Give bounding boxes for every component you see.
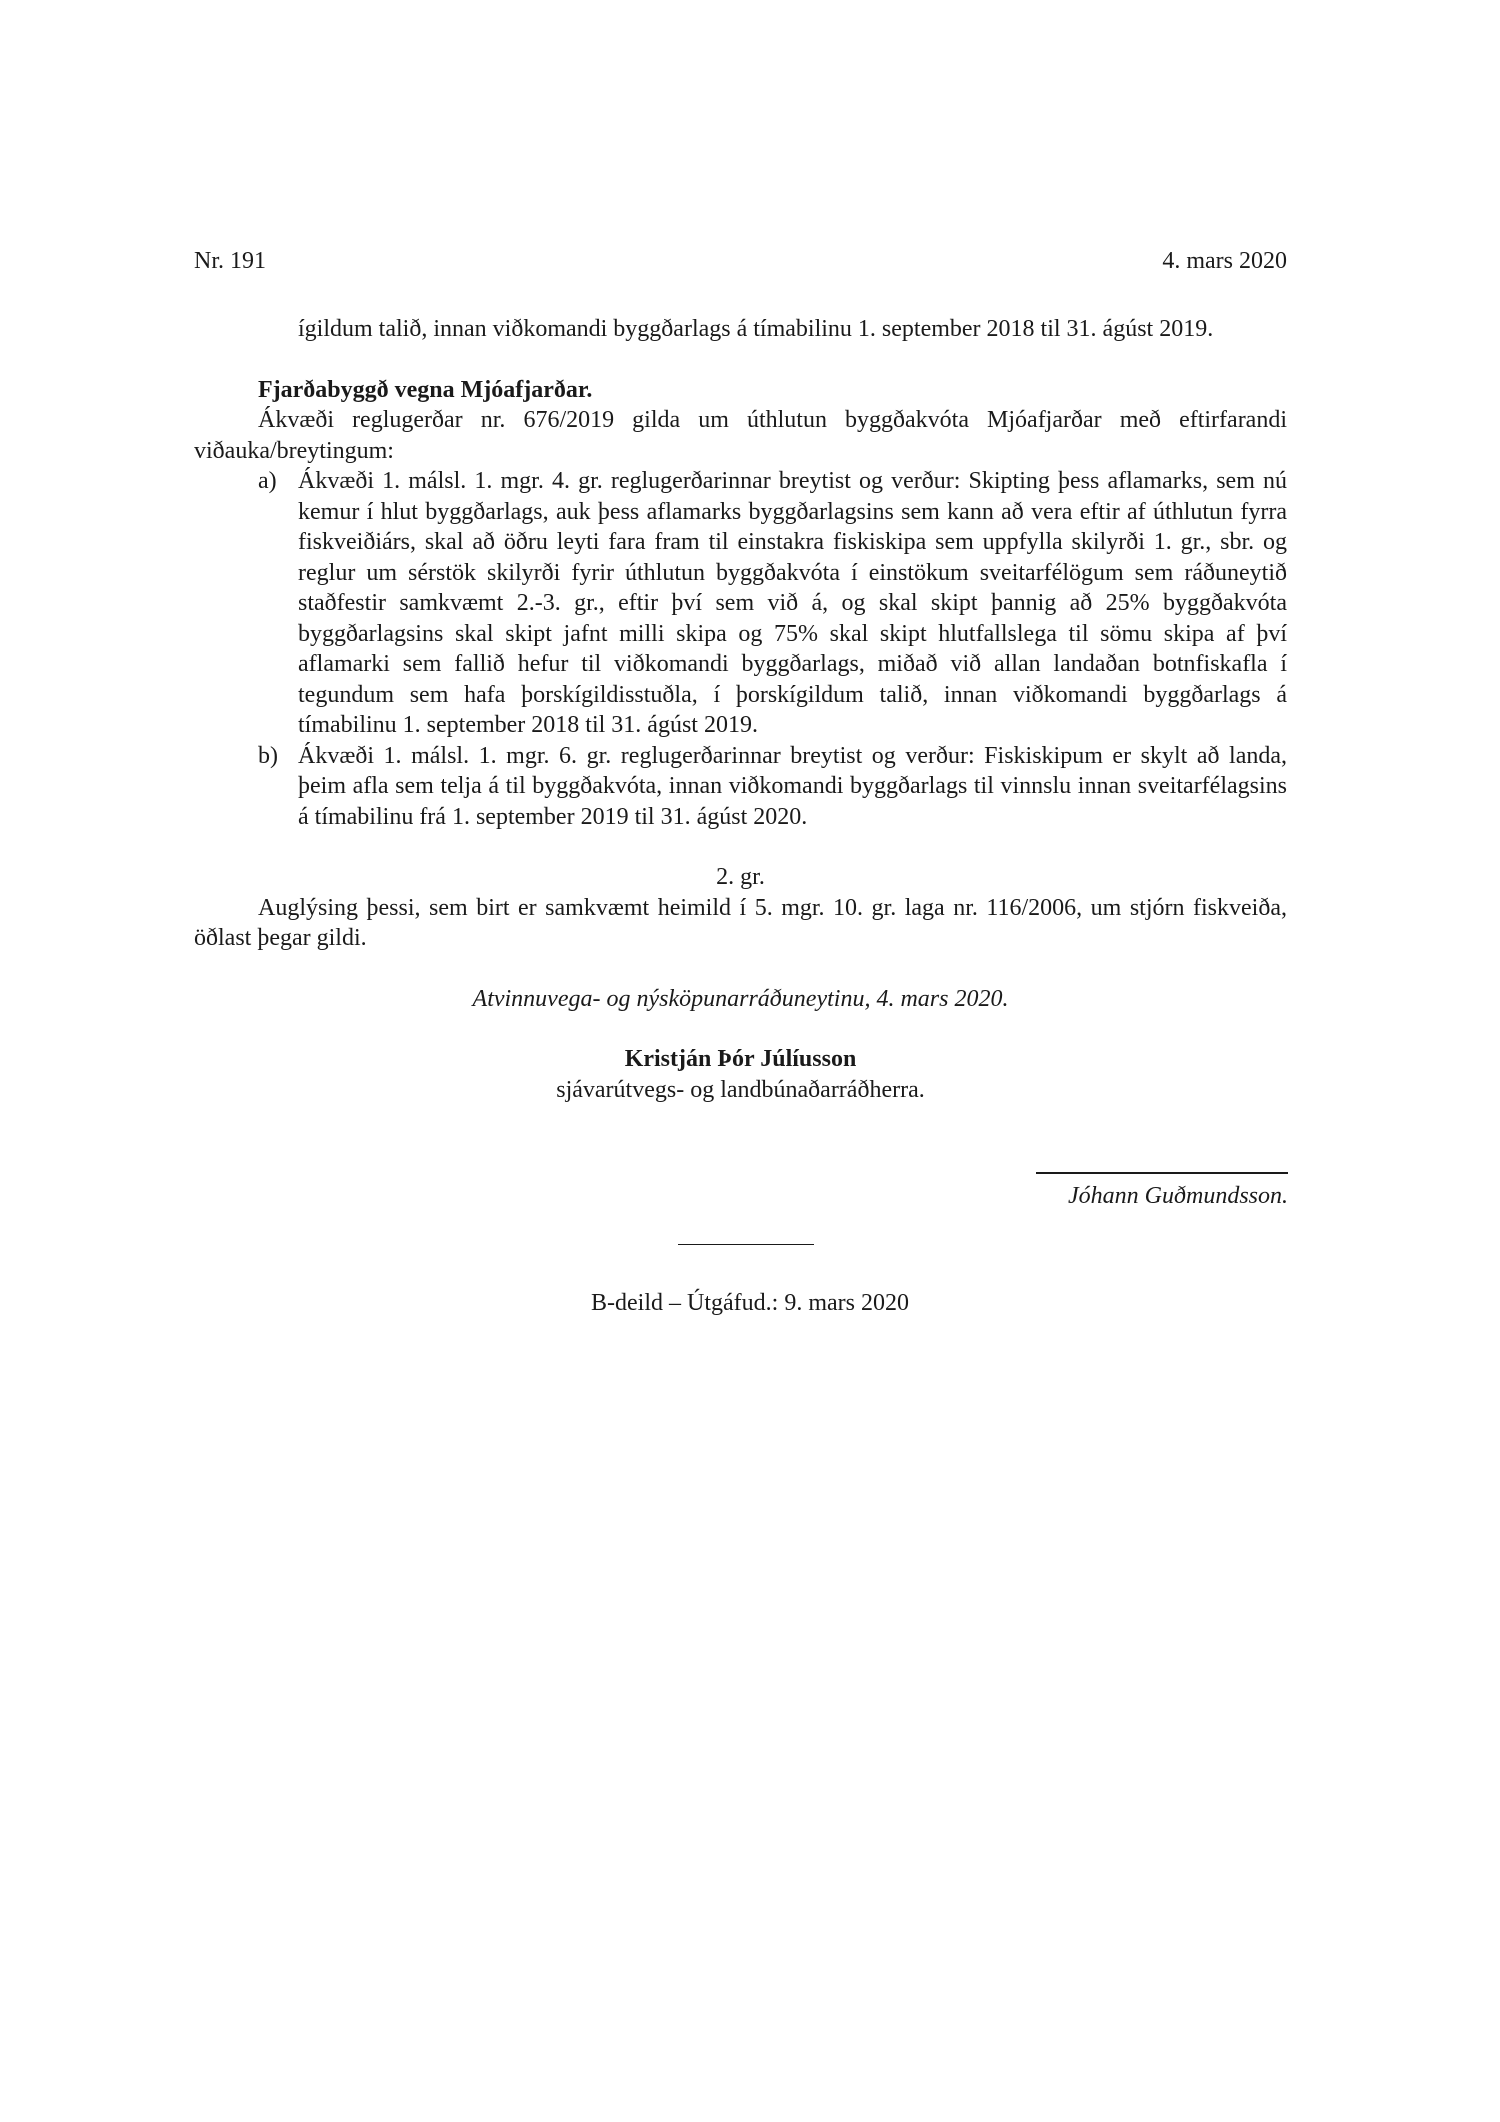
divider [678,1244,814,1245]
list-item [194,466,1287,741]
continued-paragraph: ígildum talið, innan viðkomandi byggðarlags á tímabilinu 1. september 2018 til 31. ágúst 2019. [298,316,1214,342]
list-marker: a) [258,468,277,494]
list-item-text: Ákvæði 1. málsl. 1. mgr. 6. gr. reglugerðarinnar breytist og verður: Fiskiskipum er skylt að landa, þeim afla sem telja á til byggðakvóta, innan viðkomandi byggðarlags til vinnslu innan sveitarfélagsins á tímabilinu frá 1. september 2019 til 31. ágúst 2020. [298,742,1287,830]
section-heading: Fjarðabyggð vegna Mjóafjarðar. [258,376,593,403]
list-item-text: Ákvæði 1. málsl. 1. mgr. 4. gr. reglugerðarinnar breytist og verður: Skipting þess aflamarks, sem nú kemur í hlut byggðarlags, auk þess aflamarks byggðarlagsins sem kann að vera eftir af úthlutun fyrra fiskveiðiárs, skal að öðru leyti fara fram til einstakra fiskiskipa sem uppfylla skilyrði 1. gr., sbr. og reglur um sérstök skilyrði fyrir úthlutun byggðakvóta í einstökum sveitarfélögum sem ráðuneytið staðfestir samkvæmt 2.-3. gr., eftir því sem við á, og skal skipt þannig að 25% byggðakvóta byggðarlagsins skal skipt jafnt milli skipa og 75% skal skipt hlutfallslega til sömu skipa af því aflamarki sem fallið hefur til viðkomandi byggðarlags, miðað við allan landaðan botnfiskafla í tegundum sem hafa þorskígildisstuðla, í þorskígildum talið, innan viðkomandi byggðarlags á tímabilinu 1. september 2018 til 31. ágúst 2019. [298,468,1287,738]
list-marker: b) [258,742,278,769]
cosigner-name: Jóhann Guðmundsson. [1068,1183,1288,1209]
article-text: Auglýsing þessi, sem birt er samkvæmt heimild í 5. mgr. 10. gr. laga nr. 116/2006, um stjórn fiskveiða, öðlast þegar gildi. [194,894,1287,951]
footer: B-deild – Útgáfud.: 9. mars 2020 [591,1290,909,1316]
signer-title: sjávarútvegs- og landbúnaðarráðherra. [556,1076,925,1103]
list-item [194,741,1287,833]
body-text [194,314,1287,1105]
signature-line [1036,1172,1288,1174]
article-title: 2. gr. [716,864,765,890]
place-date: Atvinnuvega- og nýsköpunarráðuneytinu, 4. mars 2020. [472,985,1009,1012]
section-intro: Ákvæði reglugerðar nr. 676/2019 gilda um úthlutun byggðakvóta Mjóafjarðar með eftirfarandi viðauka/breytingum: [194,407,1287,464]
signer-name: Kristján Þór Júlíusson [624,1046,857,1072]
issue-number: Nr. 191 [194,248,266,274]
issue-date: 4. mars 2020 [1162,248,1287,274]
